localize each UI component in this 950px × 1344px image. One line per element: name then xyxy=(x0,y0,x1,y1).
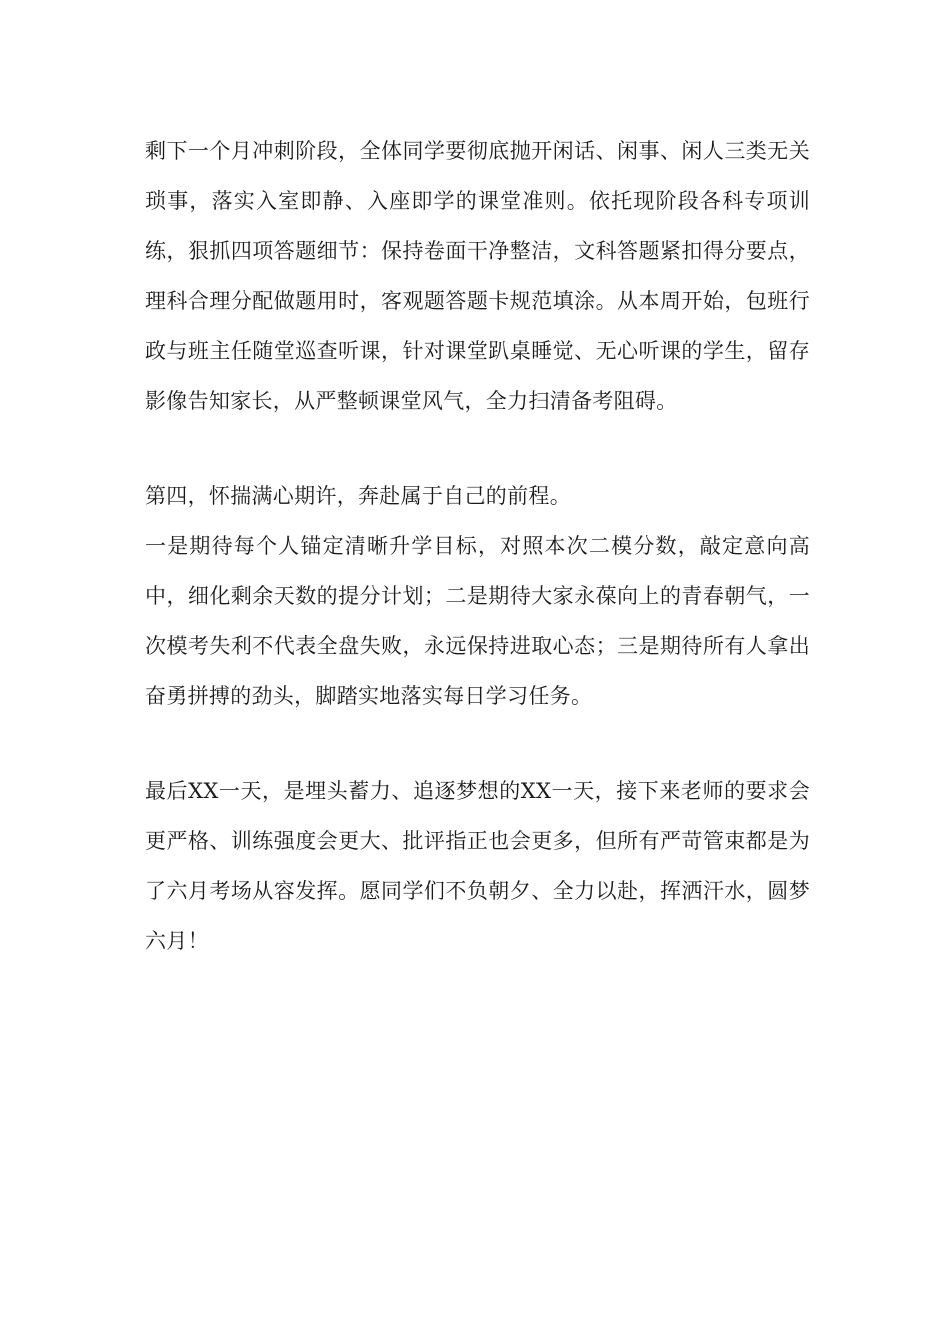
paragraph-closing: 最后XX一天，是埋头蓄力、追逐梦想的XX一天，接下来老师的要求会更严格、训练强度会更大、批评指正也会更多，但所有严苛管束都是为了六月考场从容发挥。愿同学们不负朝夕、全力以赴，挥洒汗水，圆梦六月！ xyxy=(145,779,810,953)
paragraph-classroom-discipline: 剩下一个月冲刺阶段，全体同学要彻底抛开闲话、闲事、闲人三类无关琐事，落实入室即静、入座即学的课堂准则。依托现阶段各科专项训练，狠抓四项答题细节：保持卷面干净整洁，文科答题紧扣得分要点，理科合理分配做题用时，客观题答题卡规范填涂。从本周开始，包班行政与班主任随堂巡查听课，针对课堂趴桌睡觉、无心听课的学生，留存影像告知家长，从严整顿课堂风气，全力扫清备考阻碍。 xyxy=(145,139,810,413)
paragraph-spacer xyxy=(145,426,810,471)
document-body xyxy=(145,126,810,966)
section-heading-fourth: 第四，怀揣满心期许，奔赴属于自己的前程。 xyxy=(145,484,571,508)
paragraph-spacer xyxy=(145,721,810,766)
paragraph-expectations: 一是期待每个人锚定清晰升学目标，对照本次二模分数，敲定意向高中，细化剩余天数的提分计划；二是期待大家永葆向上的青春朝气，一次模考失利不代表全盘失败，永远保持进取心态；三是期待所有人拿出奋勇拼搏的劲头，脚踏实地落实每日学习任务。 xyxy=(145,534,810,708)
